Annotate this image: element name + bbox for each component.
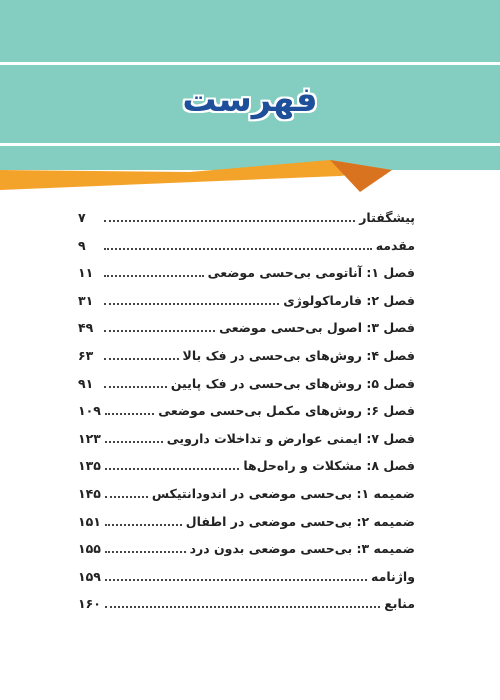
toc-page-number: ۱۲۳ — [78, 430, 101, 446]
toc-page-number: ۶۳ — [78, 347, 94, 363]
toc-row — [78, 590, 415, 618]
toc-page-number: ۹۱ — [78, 375, 94, 391]
toc-page-number: ۱۳۵ — [78, 458, 101, 474]
dot-leader — [104, 295, 279, 305]
toc-entry-title: فصل ۲: فارماکولوژی — [283, 292, 415, 308]
teal-band-lower — [0, 146, 500, 170]
toc-page-number: ۱۴۵ — [78, 485, 101, 501]
toc-entry-title: فصل ۴: روش‌های بی‌حسی در فک بالا — [182, 347, 415, 363]
toc-row — [78, 314, 415, 342]
toc-row — [78, 480, 415, 508]
dot-leader — [105, 598, 380, 608]
dot-leader — [104, 322, 215, 332]
toc-row — [78, 563, 415, 591]
toc-row — [78, 508, 415, 536]
toc-page-number: ۱۵۹ — [78, 568, 101, 584]
dot-leader — [105, 488, 148, 498]
toc-page-number: ۳۱ — [78, 292, 94, 308]
toc-row — [78, 425, 415, 453]
toc-row — [78, 259, 415, 287]
toc-page-number: ۹ — [78, 237, 86, 253]
toc-entry-title: فصل ۱: آناتومی بی‌حسی موضعی — [207, 265, 415, 281]
toc-row — [78, 535, 415, 563]
toc-entry-title: فصل ۵: روش‌های بی‌حسی در فک پایین — [170, 375, 415, 391]
toc-entry-title: واژنامه — [371, 568, 415, 584]
toc-entry-title: منابع — [384, 596, 415, 612]
toc-entry-title: فصل ۷: ایمنی عوارض و تداخلات دارویی — [166, 430, 415, 446]
dot-leader — [105, 433, 163, 443]
toc-entry-title: مقدمه — [375, 237, 415, 253]
dot-leader — [105, 516, 182, 526]
toc-row — [78, 452, 415, 480]
dot-leader — [104, 350, 179, 360]
toc-page-number: ۱۵۱ — [78, 513, 101, 529]
toc-entry-title: ضمیمه ۱: بی‌حسی موضعی در اندودانتیکس — [151, 485, 415, 501]
teal-band-top — [0, 0, 500, 62]
toc-row — [78, 287, 415, 315]
toc-page-number: ۴۹ — [78, 320, 94, 336]
toc-row — [78, 397, 415, 425]
toc-page-number: ۱۵۵ — [78, 541, 101, 557]
page-title: فهرست — [182, 80, 318, 120]
toc-page-number: ۱۱ — [78, 265, 94, 281]
dot-leader — [104, 240, 372, 250]
dot-leader — [104, 212, 355, 222]
dot-leader — [105, 460, 239, 470]
toc-row — [78, 342, 415, 370]
toc-entry-title: فصل ۸: مشکلات و راه‌حل‌ها — [243, 458, 415, 474]
toc-row — [78, 204, 415, 232]
dot-leader — [104, 378, 167, 388]
dot-leader — [105, 543, 186, 553]
table-of-contents — [78, 204, 415, 618]
header-banner — [0, 0, 500, 200]
toc-page-number: ۷ — [78, 210, 86, 225]
toc-entry-title: فصل ۳: اصول بی‌حسی موضعی — [219, 320, 415, 336]
toc-entry-title: ضمیمه ۲: بی‌حسی موضعی در اطفال — [185, 513, 415, 529]
toc-entry-title: پیشگفتار — [359, 210, 415, 225]
toc-page-number: ۱۶۰ — [78, 596, 101, 612]
dot-leader — [105, 571, 367, 581]
toc-entry-title: فصل ۶: روش‌های مکمل بی‌حسی موضعی — [158, 403, 415, 419]
toc-row — [78, 370, 415, 398]
toc-row — [78, 232, 415, 260]
toc-page-number: ۱۰۹ — [78, 403, 101, 419]
dot-leader — [105, 405, 154, 415]
dot-leader — [104, 267, 204, 277]
toc-entry-title: ضمیمه ۳: بی‌حسی موضعی بدون درد — [189, 541, 415, 557]
